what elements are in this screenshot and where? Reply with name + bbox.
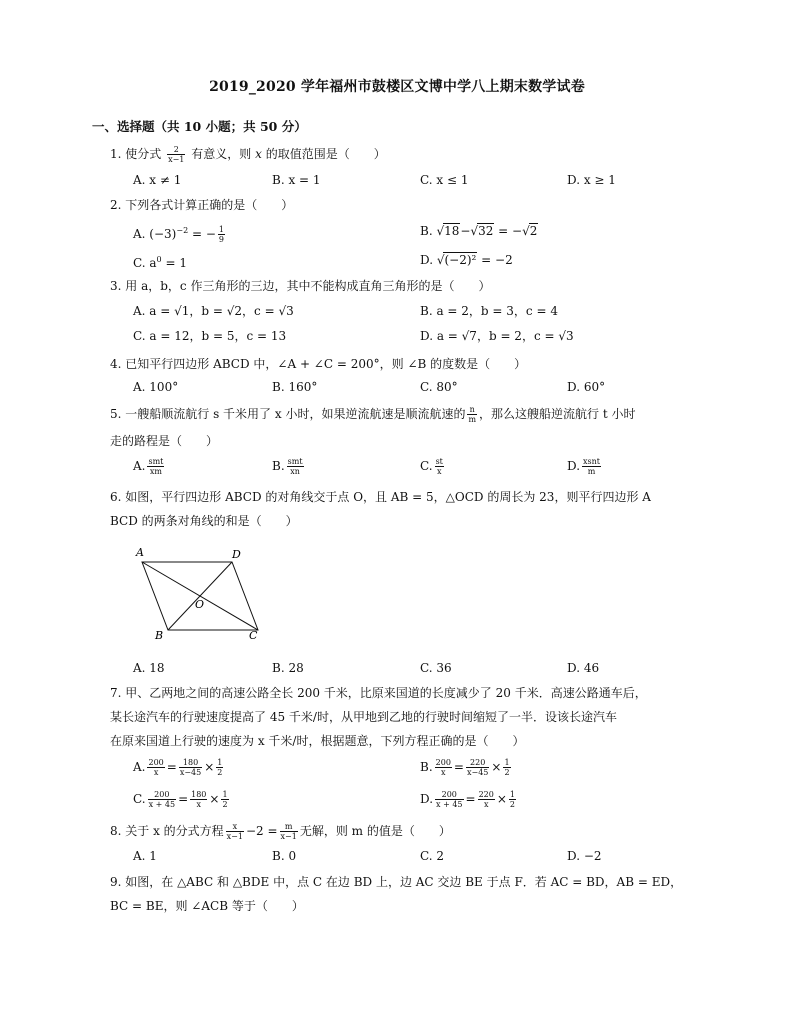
diagonal-bd bbox=[168, 562, 232, 630]
question-8-stem: 8. 关于 x 的分式方程 $\frac{x}{x-1}$ −2 = $\frac{m}{x-1}$ 无解，则 m 的值是（ ） bbox=[110, 822, 451, 841]
q8-option-b[interactable]: B. 0 bbox=[272, 849, 297, 863]
q2-option-b[interactable]: B. √18−√32 = −√2 bbox=[420, 224, 538, 238]
q2-option-d[interactable]: D. √(−2)² = −2 bbox=[420, 253, 513, 267]
q3-option-c[interactable]: C. a = 12，b = 5，c = 13 bbox=[133, 329, 287, 343]
q4-option-c[interactable]: C. 80° bbox=[420, 380, 458, 394]
q6-option-b[interactable]: B. 28 bbox=[272, 661, 304, 675]
question-6-stem: 6. 如图，平行四边形 ABCD 的对角线交于点 O，且 AB = 5，△OCD 的周长为 23，则平行四边形 A bbox=[110, 490, 651, 504]
q6-option-d[interactable]: D. 46 bbox=[567, 661, 600, 675]
q1-option-b[interactable]: B. x = 1 bbox=[272, 173, 321, 187]
q3-option-d[interactable]: D. a = √7，b = 2，c = √3 bbox=[420, 329, 574, 343]
q5-option-c[interactable]: C. $\frac{st}{x}$ bbox=[420, 457, 443, 476]
q6-option-c[interactable]: C. 36 bbox=[420, 661, 452, 675]
q8-option-d[interactable]: D. −2 bbox=[567, 849, 602, 863]
question-5-stem-cont: 走的路程是（ ） bbox=[110, 434, 219, 448]
section-heading: 一、选择题（共 10 小题；共 50 分） bbox=[92, 119, 307, 134]
question-7-stem: 7. 甲、乙两地之间的高速公路全长 200 千米，比原来国道的长度减少了 20 千米．高速公路通车后， bbox=[110, 686, 647, 700]
question-7-stem-cont2: 在原来国道上行驶的速度为 x 千米/时，根据题意，下列方程正确的是（ ） bbox=[110, 734, 525, 748]
label-a: A bbox=[136, 546, 144, 559]
q7-option-c[interactable]: C. $\frac{200}{x + 45}$ = $\frac{180}{x}$ × $\frac{1}{2}$ bbox=[133, 790, 228, 809]
q7-option-b[interactable]: B. $\frac{200}{x}$ = $\frac{220}{x-45}$ × $\frac{1}{2}$ bbox=[420, 758, 510, 777]
question-3-stem: 3. 用 a，b，c 作三角形的三边，其中不能构成直角三角形的是（ ） bbox=[110, 279, 491, 293]
q5-option-d[interactable]: D. $\frac{\text{xsnt}}{m}$ bbox=[567, 457, 600, 476]
exam-title: 2019_2020 学年福州市鼓楼区文博中学八上期末数学试卷 bbox=[209, 79, 585, 95]
q1-option-a[interactable]: A. x ≠ 1 bbox=[133, 173, 182, 187]
question-9-stem: 9. 如图，在 △ABC 和 △BDE 中，点 C 在边 BD 上，边 AC 交边 BE 于点 F．若 AC = BD，AB = ED， bbox=[110, 875, 683, 889]
q3-option-a[interactable]: A. a = √1，b = √2，c = √3 bbox=[133, 304, 294, 318]
q4-option-a[interactable]: A. 100° bbox=[133, 380, 179, 394]
question-9-stem-cont: BC = BE，则 ∠ACB 等于（ ） bbox=[110, 899, 304, 913]
q1-option-d[interactable]: D. x ≥ 1 bbox=[567, 173, 616, 187]
q8-option-c[interactable]: C. 2 bbox=[420, 849, 445, 863]
label-o: O bbox=[195, 598, 205, 611]
q2-option-c[interactable]: C. $a^0 = 1$ bbox=[133, 255, 187, 270]
label-d: D bbox=[232, 548, 241, 561]
q7-option-a[interactable]: A. $\frac{200}{x}$ = $\frac{180}{x-45}$ × $\frac{1}{2}$ bbox=[133, 758, 223, 777]
q7-option-d[interactable]: D. $\frac{200}{x + 45}$ = $\frac{220}{x}$ × $\frac{1}{2}$ bbox=[420, 790, 515, 809]
q4-option-d[interactable]: D. 60° bbox=[567, 380, 606, 394]
q3-option-b[interactable]: B. a = 2，b = 3，c = 4 bbox=[420, 304, 558, 318]
q2-option-a[interactable]: A. $(-3)^{-2}$ = − $\frac{1}{9}$ bbox=[133, 225, 224, 244]
question-6-stem-cont: BCD 的两条对角线的和是（ ） bbox=[110, 514, 298, 528]
q4-option-b[interactable]: B. 160° bbox=[272, 380, 318, 394]
label-c: C bbox=[249, 629, 258, 642]
question-2-stem: 2. 下列各式计算正确的是（ ） bbox=[110, 198, 294, 212]
q5-option-a[interactable]: A. $\frac{\text{smt}}{xm}$ bbox=[133, 457, 164, 476]
label-b: B bbox=[155, 629, 164, 642]
question-1-stem: 1. 使分式 $\frac{2}{x-1}$ 有意义，则 x 的取值范围是（ ） bbox=[110, 145, 386, 164]
q5-option-b[interactable]: B. $\frac{\text{smt}}{xn}$ bbox=[272, 457, 303, 476]
question-4-stem: 4. 已知平行四边形 ABCD 中，∠A + ∠C = 200°，则 ∠B 的度数是（ ） bbox=[110, 357, 527, 371]
q1-fraction: $\frac{2}{x-1}$ bbox=[168, 145, 185, 164]
question-7-stem-cont1: 某长途汽车的行驶速度提高了 45 千米/时，从甲地到乙地的行驶时间缩短了一半．设该长途汽车 bbox=[110, 710, 617, 724]
q8-option-a[interactable]: A. 1 bbox=[133, 849, 157, 863]
question-5-stem: 5. 一艘船顺流航行 s 千米用了 x 小时，如果逆流航速是顺流航速的 $\frac{n}{m}$ ，那么这艘船逆流航行 t 小时 bbox=[110, 405, 636, 424]
q1-text: 1. 使分式 bbox=[110, 147, 162, 161]
parallelogram-figure bbox=[128, 540, 278, 645]
q6-option-a[interactable]: A. 18 bbox=[133, 661, 165, 675]
q1-option-c[interactable]: C. x ≤ 1 bbox=[420, 173, 469, 187]
